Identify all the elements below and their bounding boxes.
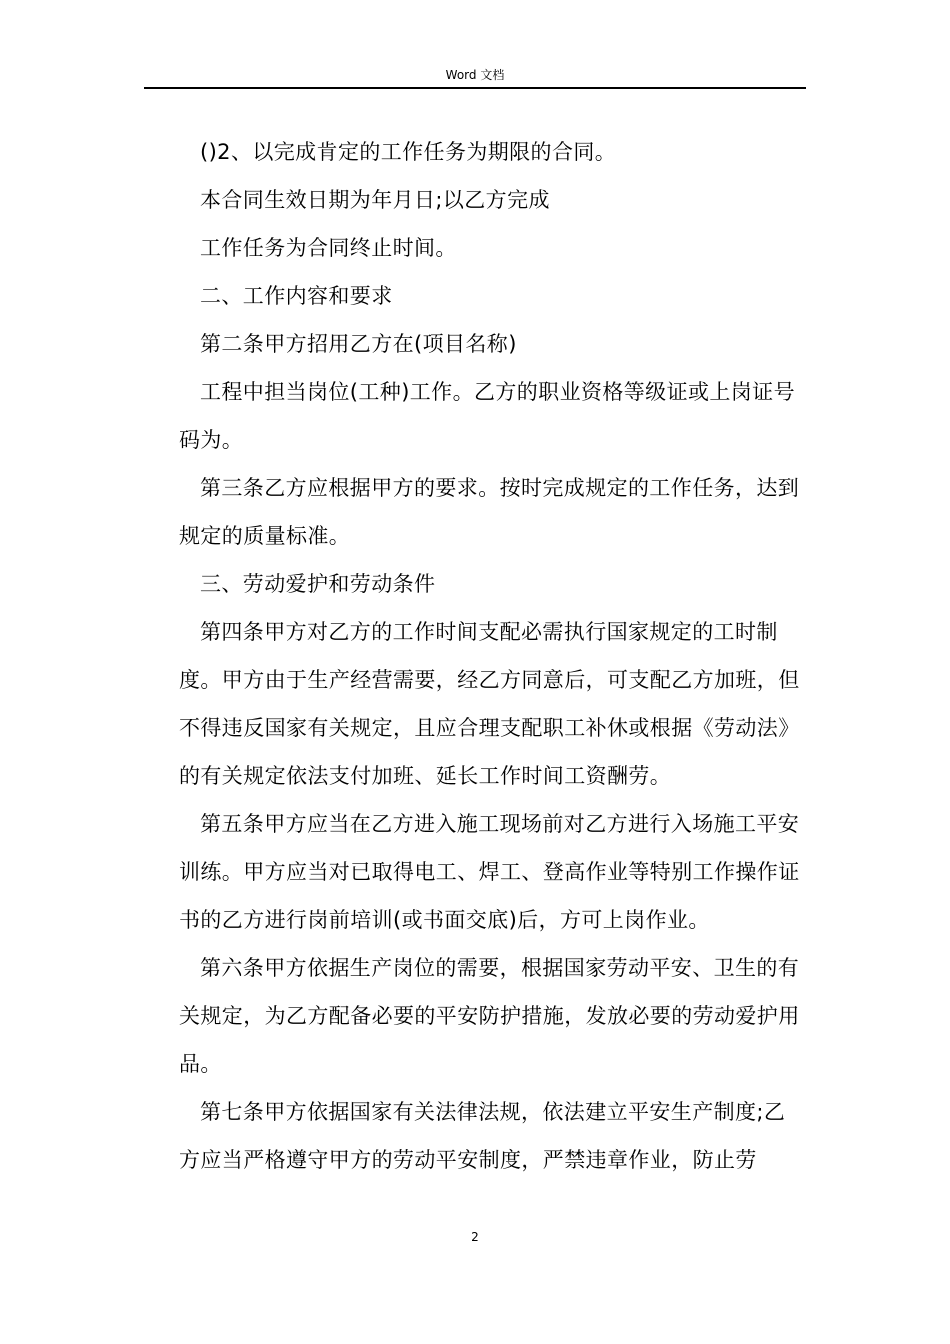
paragraph-termination-time: 工作任务为合同终止时间。	[200, 236, 457, 260]
paragraph-effective-date: 本合同生效日期为年月日;以乙方完成	[200, 188, 550, 212]
section-heading-labor-protection: 三、劳动爱护和劳动条件	[200, 572, 436, 596]
paragraph-article-4: 第四条甲方对乙方的工作时间支配必需执行国家规定的工时制度。甲方由于生产经营需要，经乙方同意后，可支配乙方加班，但不得违反国家有关规定，且应合理支配职工补休或根据《劳动法》的有关规定依法支付加班、延长工作时间工资酬劳。	[179, 620, 800, 788]
paragraph-article-2-position: 工程中担当岗位(工种)工作。乙方的职业资格等级证或上岗证号码为。	[179, 380, 795, 452]
paragraph-article-3: 第三条乙方应根据甲方的要求。按时完成规定的工作任务，达到规定的质量标准。	[179, 476, 800, 548]
header-divider	[144, 87, 806, 89]
paragraph-article-5: 第五条甲方应当在乙方进入施工现场前对乙方进行入场施工平安训练。甲方应当对已取得电工、焊工、登高作业等特别工作操作证书的乙方进行岗前培训(或书面交底)后，方可上岗作业。	[179, 812, 800, 932]
paragraph-article-6: 第六条甲方依据生产岗位的需要，根据国家劳动平安、卫生的有关规定，为乙方配备必要的平安防护措施，发放必要的劳动爱护用品。	[179, 956, 800, 1076]
page-number: 2	[471, 1230, 479, 1244]
paragraph-contract-type: ()2、以完成肯定的工作任务为期限的合同。	[200, 140, 617, 164]
document-body	[179, 128, 805, 1184]
paragraph-article-7: 第七条甲方依据国家有关法律法规，依法建立平安生产制度;乙方应当严格遵守甲方的劳动平安制度，严禁违章作业，防止劳	[179, 1100, 786, 1172]
page-header-title: Word 文档	[445, 68, 505, 82]
section-heading-work-content: 二、工作内容和要求	[200, 284, 393, 308]
paragraph-article-2: 第二条甲方招用乙方在(项目名称)	[200, 332, 517, 356]
